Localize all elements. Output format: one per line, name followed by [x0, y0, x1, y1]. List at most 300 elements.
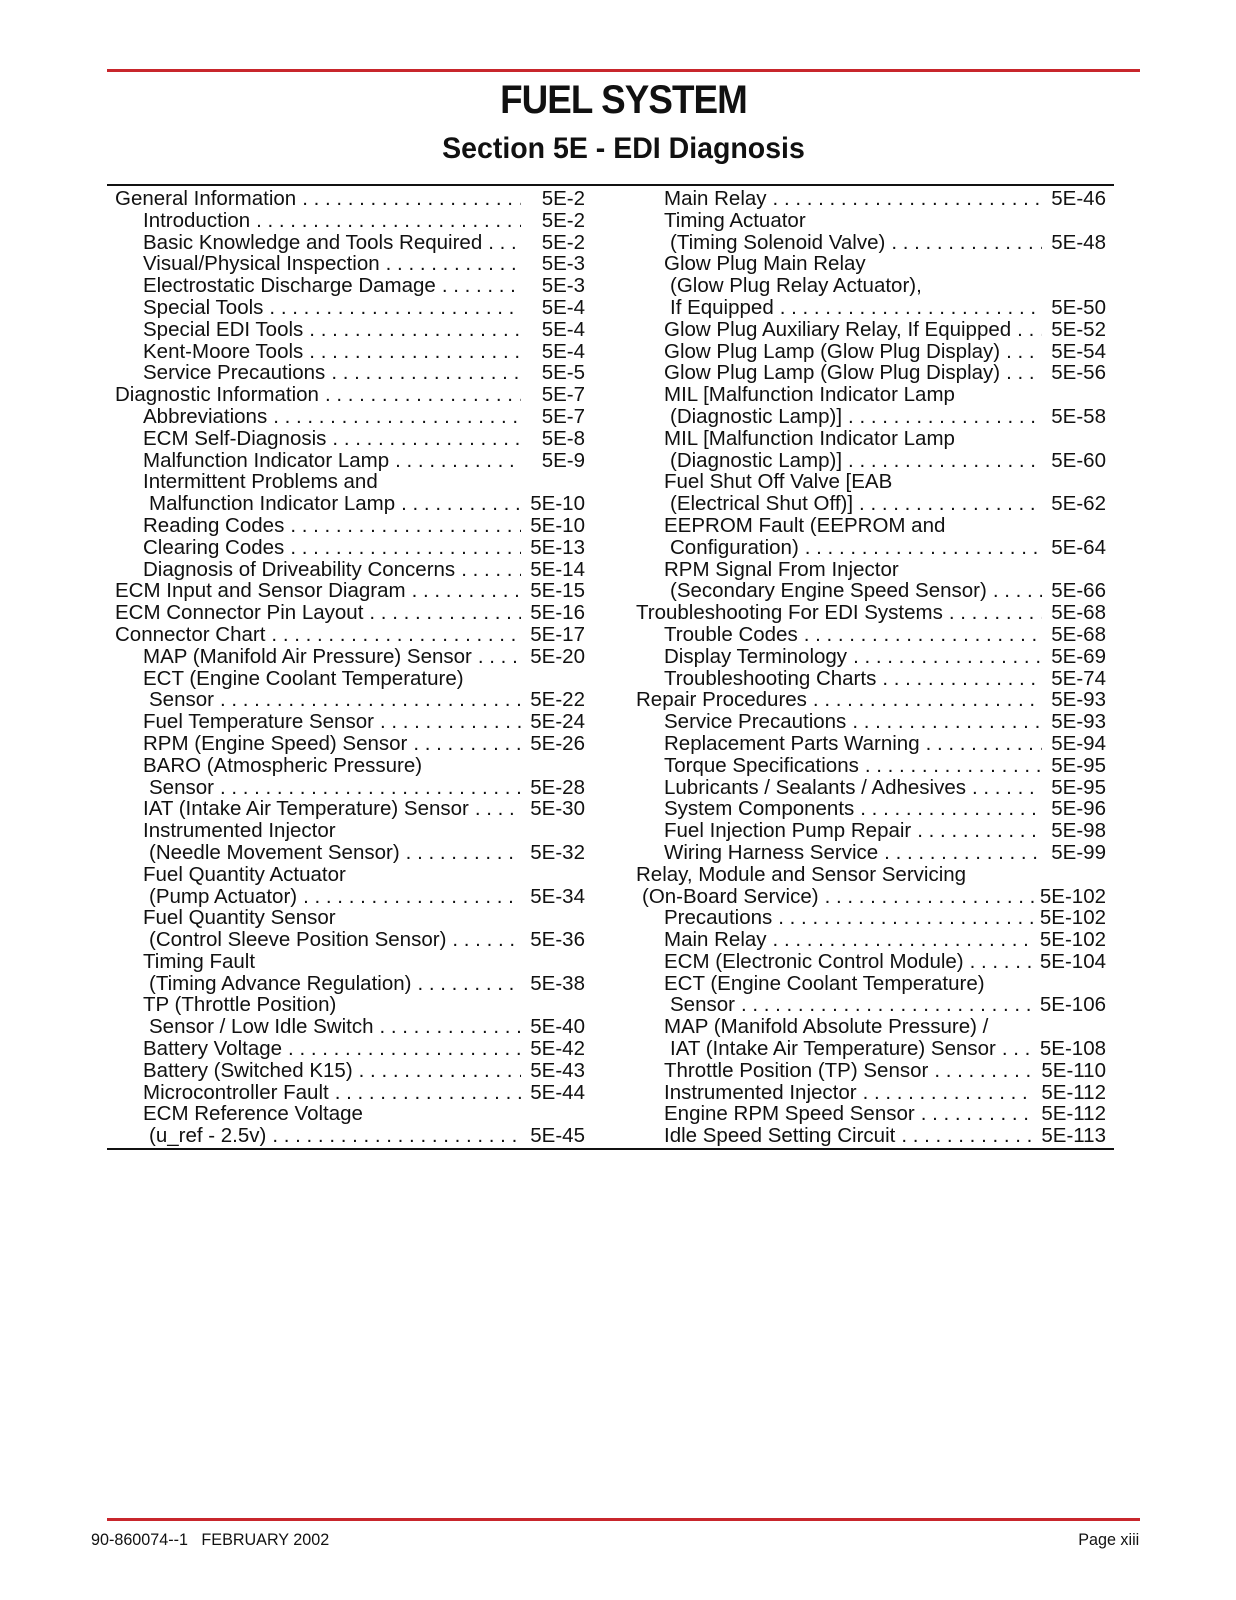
- dot-leader: [865, 755, 1042, 777]
- dot-leader: [773, 929, 1034, 951]
- dot-leader: [921, 1103, 1036, 1125]
- dot-leader: [1006, 341, 1042, 363]
- dot-leader: [853, 646, 1042, 668]
- toc-entry-page: 5E-34: [530, 885, 585, 908]
- toc-entry-page: 5E-108: [1039, 1038, 1106, 1060]
- toc-entry-title: Battery Voltage: [143, 1038, 283, 1060]
- toc-entry[interactable]: [636, 580, 1106, 602]
- toc-entry-title: Microcontroller Fault: [143, 1081, 329, 1104]
- dot-leader: [380, 711, 521, 733]
- dot-leader: [773, 188, 1042, 210]
- toc-entry-title: (u_ref - 2.5v): [149, 1125, 267, 1148]
- toc-entry-page: 5E-68: [1051, 602, 1106, 624]
- toc-entry-page: 5E-17: [530, 623, 585, 646]
- toc-entry-page: 5E-24: [530, 711, 585, 733]
- toc-entry[interactable]: [115, 864, 585, 886]
- toc-entry-title: Basic Knowledge and Tools Required: [143, 231, 483, 254]
- toc-entry[interactable]: [115, 1016, 585, 1038]
- dot-leader: [1006, 362, 1042, 384]
- page-title: FUEL SYSTEM: [500, 78, 747, 122]
- dot-leader: [309, 319, 521, 341]
- toc-entry-page: 5E-102: [1039, 929, 1106, 951]
- toc-entry[interactable]: [115, 297, 585, 319]
- toc-entry[interactable]: [636, 450, 1106, 472]
- toc-entry-page: 5E-54: [1051, 340, 1106, 363]
- toc-entry-title: (Timing Advance Regulation): [149, 972, 412, 995]
- toc-entry-title: (Control Sleeve Position Sensor): [149, 929, 447, 951]
- toc-entry-page: 5E-36: [530, 929, 585, 951]
- toc-entry[interactable]: [636, 493, 1106, 515]
- dot-leader: [949, 602, 1042, 624]
- toc-entry-title: Throttle Position (TP) Sensor: [664, 1059, 929, 1082]
- toc-entry-title: (Pump Actuator): [149, 885, 298, 908]
- toc-entry[interactable]: [115, 755, 585, 777]
- toc-entry-page: 5E-74: [1051, 667, 1106, 690]
- toc-entry-page: 5E-93: [1051, 711, 1106, 733]
- toc-column-right: [636, 188, 1106, 1147]
- toc-entry-page: 5E-7: [541, 405, 585, 428]
- dot-leader: [335, 1082, 521, 1104]
- dot-leader: [970, 951, 1034, 973]
- toc-entry[interactable]: [636, 646, 1106, 668]
- toc-entry-page: 5E-42: [530, 1038, 585, 1060]
- dot-leader: [741, 994, 1034, 1016]
- toc-entry[interactable]: [115, 471, 585, 493]
- toc-entry-page: 5E-4: [541, 296, 585, 319]
- toc-entry[interactable]: [636, 1103, 1106, 1125]
- toc-entry-page: 5E-7: [541, 384, 585, 406]
- toc-entry-page: 5E-3: [541, 253, 585, 276]
- toc-entry-title: Fuel Temperature Sensor: [143, 711, 374, 733]
- toc-entry-title: Fuel Quantity Actuator: [143, 863, 346, 886]
- toc-entry[interactable]: [115, 362, 585, 384]
- toc-entry-title: Fuel Shut Off Valve [EAB: [664, 471, 893, 494]
- dot-leader: [290, 537, 521, 559]
- toc-entry-page: 5E-106: [1039, 994, 1106, 1017]
- toc-entry[interactable]: [115, 733, 585, 755]
- toc-entry-page: 5E-112: [1041, 1081, 1106, 1104]
- toc-entry[interactable]: [636, 602, 1106, 624]
- dot-leader: [860, 798, 1042, 820]
- toc-entry-page: 5E-14: [530, 558, 585, 581]
- toc-entry-title: (Electrical Shut Off)]: [670, 493, 854, 515]
- dot-leader: [325, 384, 521, 406]
- toc-entry-page: 5E-104: [1039, 950, 1106, 973]
- toc-entry-title: Troubleshooting For EDI Systems: [636, 602, 943, 624]
- toc-entry-page: 5E-8: [541, 427, 585, 450]
- dot-leader: [417, 973, 521, 995]
- toc-entry-page: 5E-95: [1051, 754, 1106, 777]
- toc-entry[interactable]: [115, 886, 585, 908]
- toc-entry-title: ECM Connector Pin Layout: [115, 602, 364, 624]
- toc-entry-page: 5E-28: [530, 776, 585, 799]
- toc-entry-title: Torque Specifications: [664, 754, 859, 777]
- toc-entry[interactable]: [115, 253, 585, 275]
- toc-entry-title: System Components: [664, 798, 855, 821]
- dot-leader: [884, 842, 1042, 864]
- toc-entry[interactable]: [636, 1082, 1106, 1104]
- dot-leader: [934, 1060, 1035, 1082]
- footer-red-rule: [107, 1518, 1140, 1521]
- toc-entry-title: Glow Plug Main Relay: [664, 253, 866, 276]
- toc-entry-title: MAP (Manifold Air Pressure) Sensor: [143, 645, 472, 668]
- toc-entry[interactable]: [636, 1060, 1106, 1082]
- toc-entry-title: Service Precautions: [664, 711, 847, 733]
- toc-top-rule: [107, 184, 1114, 186]
- toc-entry-title: Introduction: [143, 209, 251, 232]
- toc-entry-title: Diagnostic Information: [115, 384, 319, 406]
- toc-entry-title: Kent-Moore Tools: [143, 340, 304, 363]
- dot-leader: [488, 232, 521, 254]
- toc-entry[interactable]: [115, 1125, 585, 1147]
- toc-entry[interactable]: [115, 559, 585, 581]
- toc-entry[interactable]: [115, 711, 585, 733]
- toc-entry-title: Special EDI Tools: [143, 318, 304, 341]
- toc-entry-title: Repair Procedures: [636, 689, 807, 712]
- dot-leader: [848, 450, 1042, 472]
- toc-entry[interactable]: [115, 450, 585, 472]
- dot-leader: [269, 297, 521, 319]
- toc-entry[interactable]: [636, 733, 1106, 755]
- dot-leader: [780, 297, 1042, 319]
- toc-entry[interactable]: [115, 384, 585, 406]
- dot-leader: [309, 341, 521, 363]
- toc-entry-page: 5E-45: [530, 1125, 585, 1148]
- toc-entry[interactable]: [115, 907, 585, 929]
- toc-entry-page: 5E-110: [1041, 1059, 1106, 1082]
- dot-leader: [891, 232, 1042, 254]
- toc-entry-title: ECT (Engine Coolant Temperature): [664, 972, 985, 995]
- toc-entry[interactable]: [636, 951, 1106, 973]
- dot-leader: [401, 493, 521, 515]
- toc-entry[interactable]: [115, 319, 585, 341]
- toc-entry[interactable]: [636, 297, 1106, 319]
- toc-entry[interactable]: [115, 624, 585, 646]
- toc-entry[interactable]: [115, 689, 585, 711]
- dot-leader: [852, 711, 1042, 733]
- toc-entry-title: Electrostatic Discharge Damage: [143, 275, 436, 297]
- dot-leader: [331, 362, 521, 384]
- toc-entry-title: Visual/Physical Inspection: [143, 253, 380, 276]
- toc-entry-title: Glow Plug Lamp (Glow Plug Display): [664, 362, 1001, 385]
- toc-entry-page: 5E-26: [530, 732, 585, 755]
- toc-entry-page: 5E-32: [530, 841, 585, 864]
- toc-entry-page: 5E-38: [530, 972, 585, 995]
- dot-leader: [926, 733, 1042, 755]
- toc-entry-page: 5E-2: [541, 188, 585, 210]
- toc-entry-page: 5E-113: [1041, 1125, 1106, 1148]
- dot-leader: [778, 907, 1034, 929]
- dot-leader: [863, 1082, 1036, 1104]
- toc-entry[interactable]: [115, 777, 585, 799]
- toc-entry-title: (Diagnostic Lamp)]: [670, 405, 843, 428]
- toc-entry[interactable]: [115, 406, 585, 428]
- toc-entry-page: 5E-52: [1051, 318, 1106, 341]
- toc-entry-page: 5E-9: [541, 449, 585, 472]
- toc-entry-title: Malfunction Indicator Lamp: [143, 449, 390, 472]
- toc-entry[interactable]: [636, 798, 1106, 820]
- toc-entry[interactable]: [636, 428, 1106, 450]
- toc-entry[interactable]: [115, 580, 585, 602]
- toc-entry-title: Abbreviations: [143, 405, 268, 428]
- dot-leader: [917, 820, 1042, 842]
- toc-entry[interactable]: [115, 515, 585, 537]
- dot-leader: [272, 1125, 521, 1147]
- toc-entry-page: 5E-64: [1051, 536, 1106, 559]
- toc-entry[interactable]: [636, 1125, 1106, 1147]
- dot-leader: [302, 188, 521, 210]
- toc-entry[interactable]: [636, 341, 1106, 363]
- toc-entry-page: 5E-16: [530, 602, 585, 624]
- toc-entry-page: 5E-44: [530, 1081, 585, 1104]
- toc-entry-title: Timing Actuator: [664, 209, 806, 232]
- toc-entry[interactable]: [115, 188, 585, 210]
- dot-leader: [452, 929, 521, 951]
- toc-entry[interactable]: [636, 624, 1106, 646]
- toc-entry-title: MIL [Malfunction Indicator Lamp: [664, 384, 955, 406]
- toc-entry-title: Glow Plug Auxiliary Relay, If Equipped: [664, 318, 1012, 341]
- toc-entry-title: ECM Reference Voltage: [143, 1103, 363, 1126]
- toc-entry-title: Malfunction Indicator Lamp: [149, 493, 396, 515]
- toc-entry[interactable]: [115, 1082, 585, 1104]
- toc-entry-title: Connector Chart: [115, 623, 266, 646]
- dot-leader: [303, 886, 521, 908]
- dot-leader: [972, 777, 1042, 799]
- toc-entry-title: Sensor: [670, 994, 735, 1017]
- toc-entry[interactable]: [636, 842, 1106, 864]
- toc-entry-page: 5E-46: [1051, 188, 1106, 210]
- toc-entry[interactable]: [115, 842, 585, 864]
- dot-leader: [461, 559, 521, 581]
- toc-entry[interactable]: [636, 929, 1106, 951]
- toc-entry-title: EEPROM Fault (EEPROM and: [664, 514, 946, 537]
- toc-entry-title: (Secondary Engine Speed Sensor): [670, 580, 987, 603]
- toc-entry[interactable]: [115, 210, 585, 232]
- toc-entry-title: Fuel Quantity Sensor: [143, 907, 336, 930]
- toc-entry-page: 5E-56: [1051, 362, 1106, 385]
- toc-entry[interactable]: [636, 668, 1106, 690]
- toc-entry-title: Special Tools: [143, 296, 264, 319]
- toc-entry[interactable]: [115, 428, 585, 450]
- toc-entry-page: 5E-94: [1051, 732, 1106, 755]
- toc-entry-page: 5E-93: [1051, 689, 1106, 712]
- dot-leader: [848, 406, 1042, 428]
- toc-entry[interactable]: [636, 711, 1106, 733]
- toc-entry-title: Idle Speed Setting Circuit: [664, 1125, 896, 1148]
- toc-entry[interactable]: [636, 907, 1106, 929]
- toc-entry-page: 5E-48: [1051, 231, 1106, 254]
- toc-entry[interactable]: [636, 471, 1106, 493]
- dot-leader: [288, 1038, 521, 1060]
- toc-entry-title: Battery (Switched K15): [143, 1059, 353, 1082]
- toc-entry-title: Wiring Harness Service: [664, 841, 879, 864]
- toc-entry-title: Glow Plug Lamp (Glow Plug Display): [664, 340, 1001, 363]
- toc-entry[interactable]: [636, 319, 1106, 341]
- dot-leader: [1002, 1038, 1034, 1060]
- toc-entry-page: 5E-40: [530, 1016, 585, 1039]
- toc-entry[interactable]: [115, 275, 585, 297]
- toc-entry[interactable]: [636, 755, 1106, 777]
- toc-entry-title: RPM (Engine Speed) Sensor: [143, 732, 408, 755]
- toc-entry-page: 5E-30: [530, 798, 585, 821]
- toc-entry-title: (Glow Plug Relay Actuator),: [670, 275, 922, 297]
- toc-entry[interactable]: [115, 973, 585, 995]
- toc-entry[interactable]: [636, 559, 1106, 581]
- toc-entry[interactable]: [115, 820, 585, 842]
- toc-entry-title: MAP (Manifold Absolute Pressure) /: [664, 1016, 989, 1039]
- dot-leader: [406, 842, 521, 864]
- toc-entry-page: 5E-22: [530, 689, 585, 712]
- toc-entry-page: 5E-66: [1051, 580, 1106, 603]
- toc-entry[interactable]: [636, 864, 1106, 886]
- dot-leader: [220, 689, 521, 711]
- toc-entry-title: Lubricants / Sealants / Adhesives: [664, 776, 966, 799]
- toc-entry-title: Main Relay: [664, 929, 767, 951]
- dot-leader: [882, 668, 1042, 690]
- dot-leader: [256, 210, 521, 232]
- dot-leader: [379, 1016, 521, 1038]
- dot-leader: [412, 580, 521, 602]
- toc-column-left: [115, 188, 585, 1147]
- dot-leader: [273, 406, 521, 428]
- toc-entry-title: Intermittent Problems and: [143, 471, 378, 494]
- toc-entry[interactable]: [636, 886, 1106, 908]
- page-number: Page xiii: [1077, 1530, 1139, 1549]
- toc-entry[interactable]: [115, 602, 585, 624]
- toc-entry-page: 5E-10: [530, 493, 585, 515]
- toc-entry-title: Fuel Injection Pump Repair: [664, 820, 912, 842]
- toc-entry-title: ECM Self-Diagnosis: [143, 427, 327, 450]
- dot-leader: [271, 624, 521, 646]
- toc-entry-page: 5E-112: [1041, 1103, 1106, 1126]
- toc-entry[interactable]: [115, 537, 585, 559]
- toc-entry-title: ECM Input and Sensor Diagram: [115, 580, 406, 603]
- toc-entry-title: Troubleshooting Charts: [664, 667, 877, 690]
- toc-entry[interactable]: [115, 1038, 585, 1060]
- toc-entry-title: Clearing Codes: [143, 536, 285, 559]
- dot-leader: [369, 602, 521, 624]
- toc-entry-title: (Needle Movement Sensor): [149, 841, 400, 864]
- toc-entry[interactable]: [636, 1038, 1106, 1060]
- toc-entry[interactable]: [115, 798, 585, 820]
- toc-entry-title: Instrumented Injector: [664, 1081, 857, 1104]
- toc-entry-page: 5E-69: [1051, 645, 1106, 668]
- toc-entry-title: Precautions: [664, 907, 773, 930]
- toc-entry-page: 5E-96: [1051, 798, 1106, 821]
- toc-entry-page: 5E-3: [541, 275, 585, 297]
- header-red-rule: [107, 69, 1140, 72]
- toc-entry[interactable]: [115, 1060, 585, 1082]
- toc-entry[interactable]: [115, 929, 585, 951]
- toc-entry-page: 5E-58: [1051, 405, 1106, 428]
- toc-entry-title: ECM (Electronic Control Module): [664, 950, 964, 973]
- toc-entry[interactable]: [636, 210, 1106, 232]
- toc-entry[interactable]: [115, 994, 585, 1016]
- toc-entry[interactable]: [636, 515, 1106, 537]
- toc-entry-title: Service Precautions: [143, 362, 326, 385]
- dot-leader: [413, 733, 521, 755]
- toc-entry-title: RPM Signal From Injector: [664, 558, 899, 581]
- dot-leader: [901, 1125, 1035, 1147]
- toc-entry[interactable]: [636, 537, 1106, 559]
- toc-entry[interactable]: [636, 973, 1106, 995]
- toc-entry[interactable]: [636, 188, 1106, 210]
- toc-entry-title: General Information: [115, 188, 297, 210]
- dot-leader: [442, 275, 521, 297]
- toc-entry-title: Trouble Codes: [664, 623, 798, 646]
- dot-leader: [475, 798, 521, 820]
- document-id-date: 90-860074--1 FEBRUARY 2002: [91, 1530, 330, 1549]
- toc-entry-title: Main Relay: [664, 188, 767, 210]
- toc-entry[interactable]: [636, 777, 1106, 799]
- toc-entry[interactable]: [636, 253, 1106, 275]
- toc-entry-page: 5E-50: [1051, 296, 1106, 319]
- toc-entry-title: Engine RPM Speed Sensor: [664, 1103, 915, 1126]
- toc-entry[interactable]: [636, 362, 1106, 384]
- toc-entry-page: 5E-102: [1039, 885, 1106, 908]
- toc-entry-title: (Timing Solenoid Valve): [670, 231, 886, 254]
- toc-entry-title: Reading Codes: [143, 514, 285, 537]
- toc-entry[interactable]: [115, 232, 585, 254]
- toc-entry[interactable]: [115, 1103, 585, 1125]
- toc-entry[interactable]: [636, 689, 1106, 711]
- toc-entry-title: Diagnosis of Driveability Concerns: [143, 558, 456, 581]
- dot-leader: [290, 515, 521, 537]
- toc-entry-page: 5E-98: [1051, 820, 1106, 842]
- toc-entry-page: 5E-43: [530, 1059, 585, 1082]
- toc-entry-page: 5E-60: [1051, 449, 1106, 472]
- toc-entry[interactable]: [636, 384, 1106, 406]
- toc-entry-title: Sensor: [149, 776, 214, 799]
- toc-entry-page: 5E-13: [530, 536, 585, 559]
- toc-entry-title: BARO (Atmospheric Pressure): [143, 754, 423, 777]
- toc-entry-page: 5E-102: [1039, 907, 1106, 930]
- toc-entry-title: If Equipped: [670, 296, 774, 319]
- toc-entry-title: IAT (Intake Air Temperature) Sensor: [670, 1038, 996, 1060]
- dot-leader: [993, 580, 1042, 602]
- toc-entry-page: 5E-62: [1051, 493, 1106, 515]
- toc-entry[interactable]: [636, 275, 1106, 297]
- toc-entry[interactable]: [115, 951, 585, 973]
- dot-leader: [478, 646, 521, 668]
- toc-entry-page: 5E-5: [541, 362, 585, 385]
- toc-entry[interactable]: [115, 493, 585, 515]
- toc-entry-page: 5E-4: [541, 340, 585, 363]
- toc-entry-title: Display Terminology: [664, 645, 848, 668]
- toc-entry[interactable]: [636, 1016, 1106, 1038]
- dot-leader: [1017, 319, 1042, 341]
- toc-entry-title: Sensor: [149, 689, 214, 712]
- toc-entry-page: 5E-4: [541, 318, 585, 341]
- toc-entry[interactable]: [636, 820, 1106, 842]
- toc-entry-page: 5E-68: [1051, 623, 1106, 646]
- toc-bottom-rule: [107, 1148, 1114, 1150]
- toc-entry-page: 5E-99: [1051, 841, 1106, 864]
- toc-entry[interactable]: [115, 646, 585, 668]
- dot-leader: [359, 1060, 521, 1082]
- toc-entry-title: Configuration): [670, 536, 799, 559]
- toc-entry[interactable]: [636, 406, 1106, 428]
- toc-entry[interactable]: [115, 668, 585, 690]
- toc-entry[interactable]: [115, 341, 585, 363]
- dot-leader: [859, 493, 1042, 515]
- toc-entry-title: (Diagnostic Lamp)]: [670, 449, 843, 472]
- toc-entry-title: (On-Board Service): [642, 885, 819, 908]
- toc-entry[interactable]: [636, 232, 1106, 254]
- toc-entry-page: 5E-10: [530, 514, 585, 537]
- toc-entry[interactable]: [636, 994, 1106, 1016]
- toc-entry-title: Sensor / Low Idle Switch: [149, 1016, 374, 1039]
